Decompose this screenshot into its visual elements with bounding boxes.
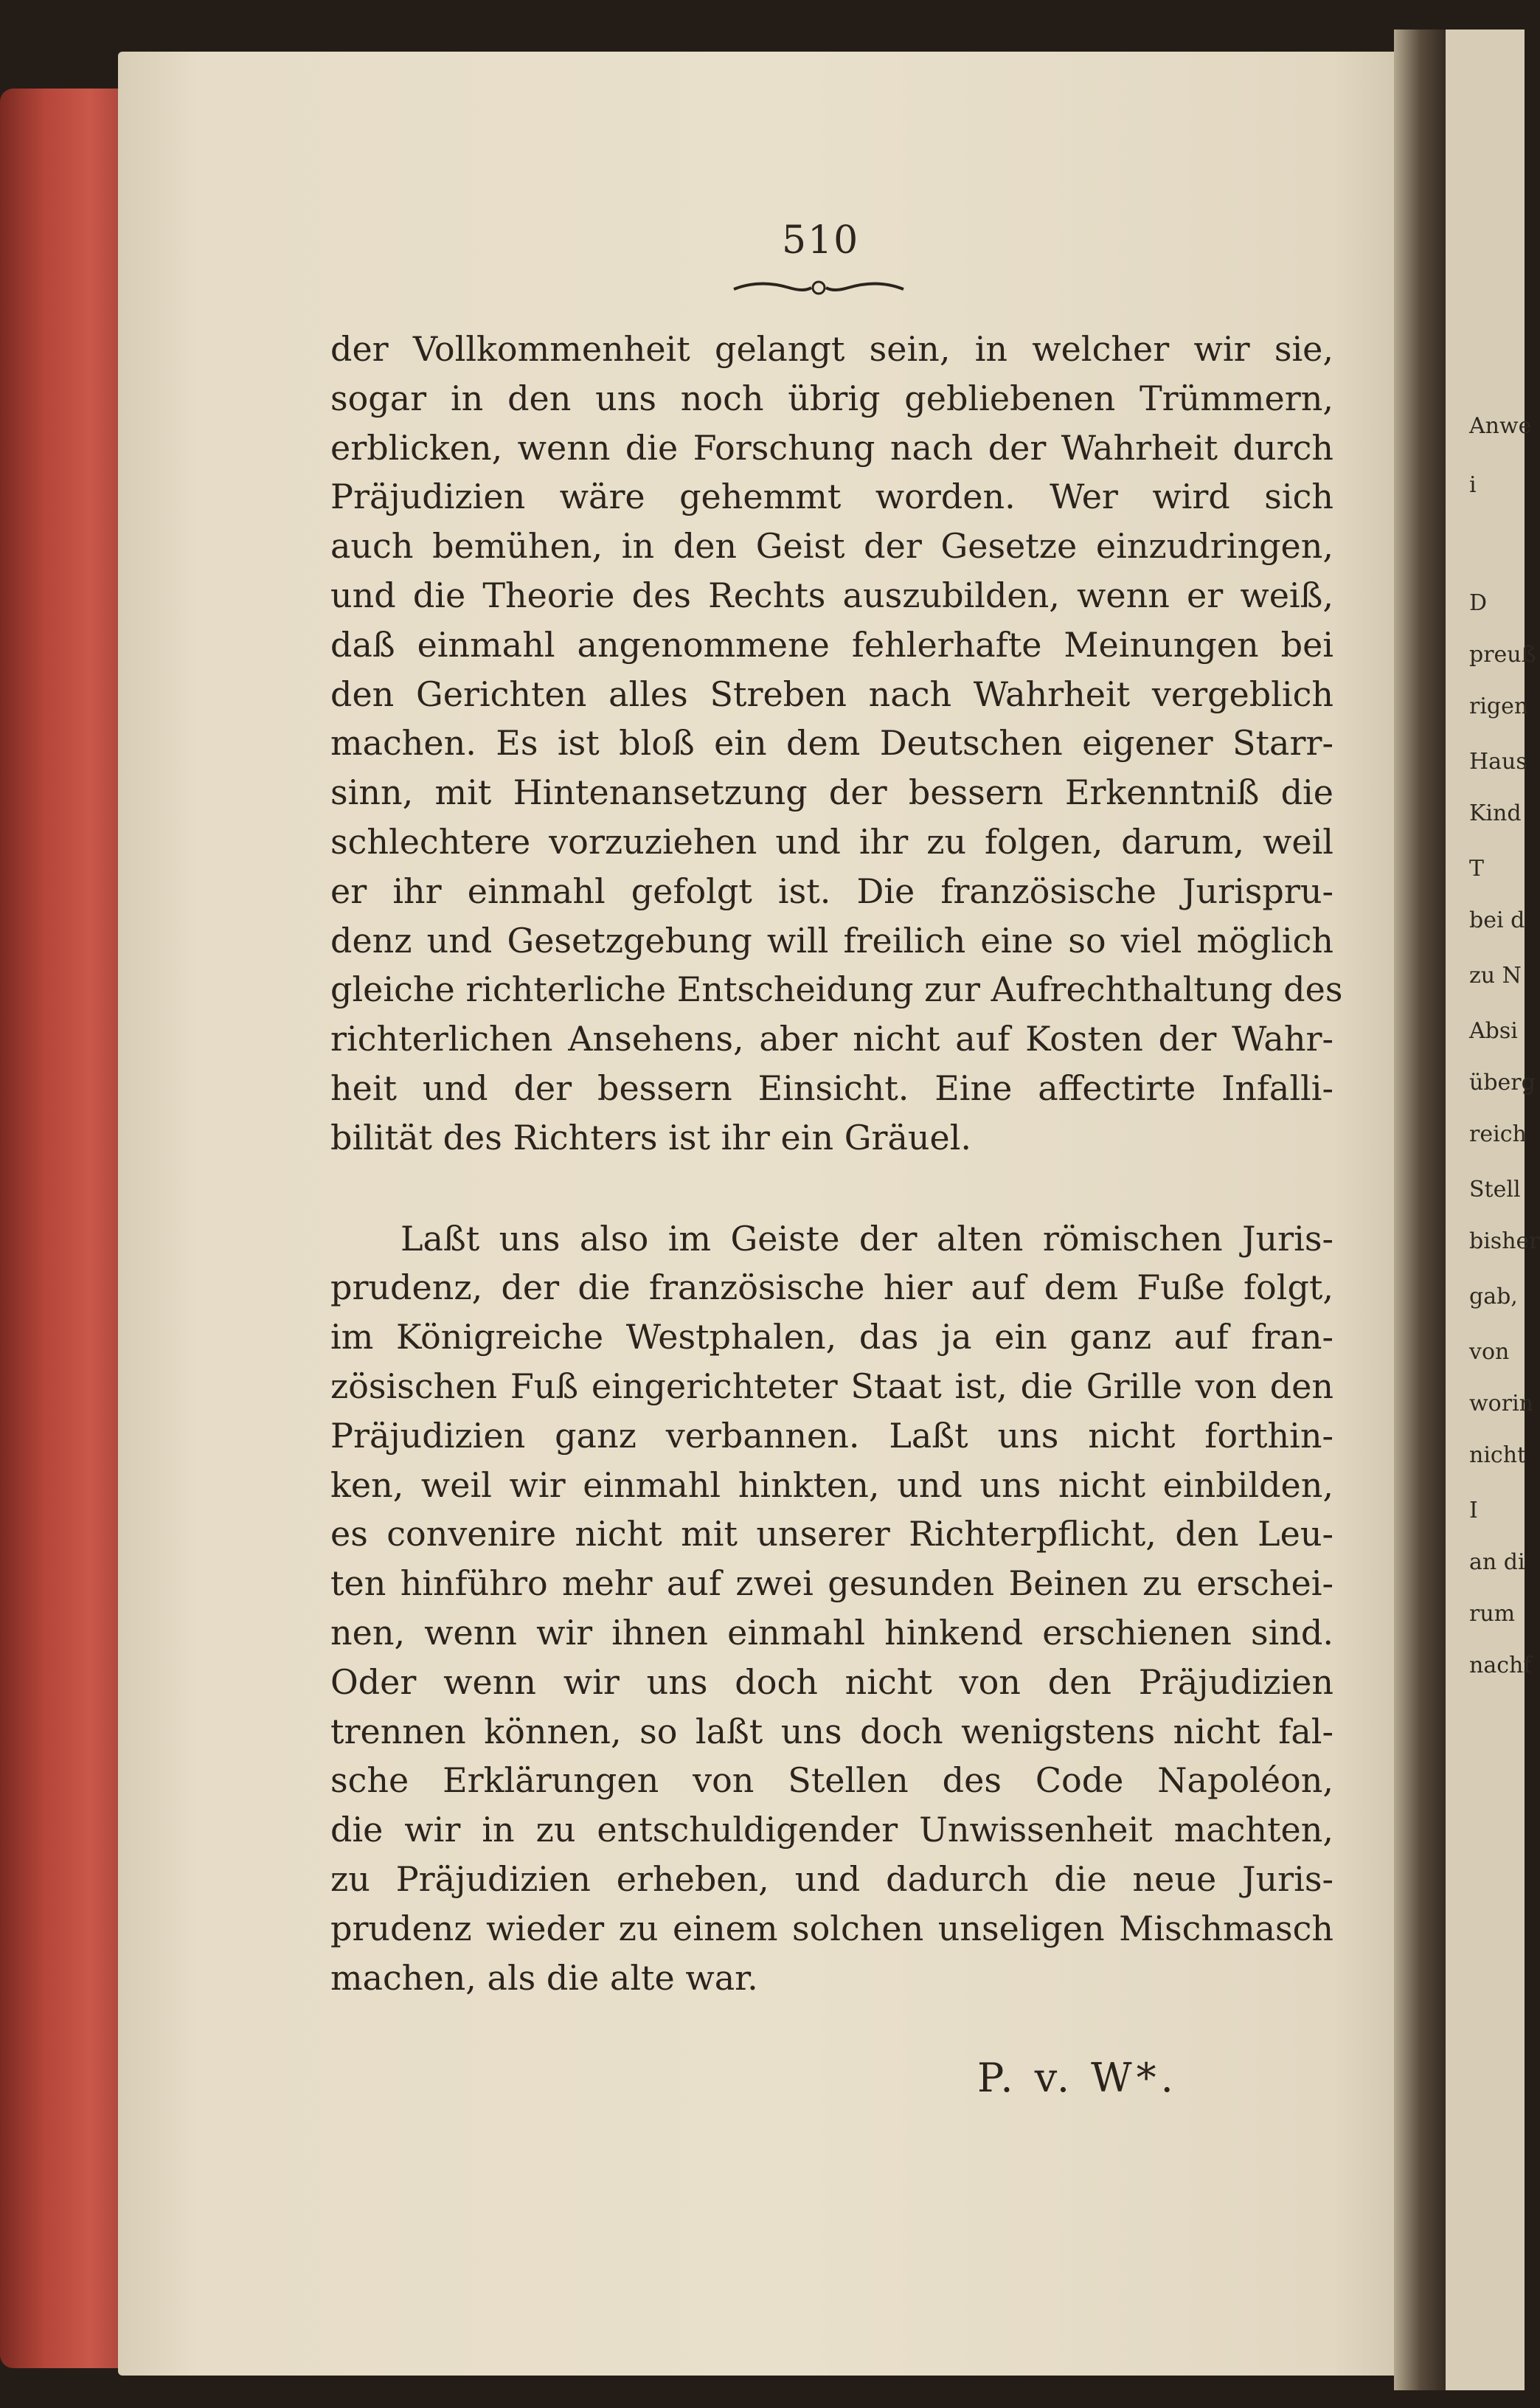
text-line: sche Erklärungen von Stellen des Code Napoléon,: [330, 1760, 1333, 1801]
text-line: schlechtere vorzuziehen und ihr zu folgen, darum, weil: [330, 821, 1333, 862]
text-line: heit und der bessern Einsicht. Eine affectirte Infalli-: [330, 1068, 1333, 1108]
text-line: auch bemühen, in den Geist der Gesetze einzudringen,: [330, 526, 1333, 567]
facing-page-fragment: rum: [1469, 1601, 1516, 1627]
facing-page-fragment: bisher: [1469, 1228, 1540, 1254]
facing-page-fragment: rigen: [1469, 693, 1529, 719]
facing-page-fragment: Absi: [1469, 1018, 1518, 1044]
facing-page-fragment: T: [1469, 856, 1485, 882]
text-line: machen, als die alte war.: [330, 1957, 758, 1998]
text-line: den Gerichten alles Streben nach Wahrheit vergeblich: [330, 674, 1333, 714]
text-line: prudenz, der die französische hier auf dem Fuße folgt,: [330, 1267, 1333, 1308]
header-ornament: [730, 273, 907, 302]
text-line: gleiche richterliche Entscheidung zur Aufrechthaltung des: [330, 969, 1343, 1010]
text-line: ten hinführo mehr auf zwei gesunden Beinen zu erschei-: [330, 1563, 1333, 1604]
text-line: bilität des Richters ist ihr ein Gräuel.: [330, 1117, 972, 1158]
text-line: der Vollkommenheit gelangt sein, in welcher wir sie,: [330, 329, 1333, 369]
text-line: daß einmahl angenommene fehlerhafte Meinungen bei: [330, 624, 1333, 665]
facing-page-fragment: i: [1469, 472, 1477, 498]
text-line: ken, weil wir einmahl hinkten, und uns nicht einbilden,: [330, 1464, 1333, 1505]
text-line: zösischen Fuß eingerichteter Staat ist, die Grille von den: [330, 1366, 1333, 1406]
text-line: Laßt uns also im Geiste der alten römischen Juris-: [400, 1218, 1333, 1259]
author-signature: P. v. W*.: [977, 2055, 1178, 2101]
facing-page-fragment: nachf: [1469, 1653, 1532, 1678]
text-line: erblicken, wenn die Forschung nach der Wahrheit durch: [330, 427, 1333, 468]
facing-page-fragment: reich: [1469, 1121, 1527, 1147]
facing-page-fragment: Haus: [1469, 749, 1527, 775]
body-text: [330, 325, 1343, 2002]
facing-page-fragment: Stell: [1469, 1177, 1521, 1203]
facing-page-fragment: überg: [1469, 1070, 1536, 1096]
facing-page-fragment: bei d: [1469, 907, 1525, 933]
text-line: zu Präjudizien erheben, und dadurch die neue Juris-: [330, 1858, 1333, 1899]
text-line: die wir in zu entschuldigender Unwissenheit machten,: [330, 1810, 1333, 1850]
facing-page-fragment: D: [1469, 590, 1488, 616]
text-line: nen, wenn wir ihnen einmahl hinkend erschienen sind.: [330, 1612, 1333, 1653]
facing-page-fragment: gab,: [1469, 1284, 1518, 1309]
text-line: richterlichen Ansehens, aber nicht auf Kosten der Wahr-: [330, 1019, 1333, 1059]
facing-page: [1446, 30, 1540, 2390]
text-line: Präjudizien wäre gehemmt worden. Wer wird sich: [330, 477, 1333, 517]
facing-page-fragment: zu N: [1469, 963, 1522, 989]
facing-page-fragment: worin: [1469, 1391, 1533, 1416]
facing-page-fragment: preuß: [1469, 642, 1536, 668]
text-line: Oder wenn wir uns doch nicht von den Präjudizien: [330, 1661, 1333, 1702]
paragraph: [330, 325, 1343, 1163]
text-line: trennen können, so laßt uns doch wenigstens nicht fal-: [330, 1711, 1333, 1751]
text-line: Präjudizien ganz verbannen. Laßt uns nicht forthin-: [330, 1415, 1333, 1456]
page-number: 510: [782, 218, 860, 263]
text-line: es convenire nicht mit unserer Richterpflicht, den Leu-: [330, 1514, 1333, 1554]
facing-page-fragment: I: [1469, 1498, 1478, 1523]
facing-page-fragment: an di: [1469, 1549, 1525, 1575]
paragraph: [330, 1214, 1333, 2003]
facing-page-fragment: nicht: [1469, 1442, 1527, 1468]
text-line: sinn, mit Hintenansetzung der bessern Erkenntniß die: [330, 772, 1333, 813]
book-gutter: [1394, 30, 1453, 2390]
text-line: sogar in den uns noch übrig gebliebenen Trümmern,: [330, 378, 1333, 418]
text-line: prudenz wieder zu einem solchen unseligen Mischmasch: [330, 1908, 1333, 1948]
facing-page-fragment: Kind: [1469, 800, 1522, 826]
text-line: im Königreiche Westphalen, das ja ein ganz auf fran-: [330, 1317, 1333, 1357]
text-line: und die Theorie des Rechts auszubilden, wenn er weiß,: [330, 575, 1333, 615]
text-line: denz und Gesetzgebung will freilich eine so viel möglich: [330, 920, 1333, 961]
facing-page-fragment: Anwe: [1469, 413, 1532, 439]
facing-page-fragment: von: [1469, 1339, 1510, 1365]
page-edge: [0, 89, 129, 2368]
text-line: er ihr einmahl gefolgt ist. Die französische Jurispru-: [330, 871, 1333, 911]
text-line: machen. Es ist bloß ein dem Deutschen eigener Starr-: [330, 723, 1333, 764]
